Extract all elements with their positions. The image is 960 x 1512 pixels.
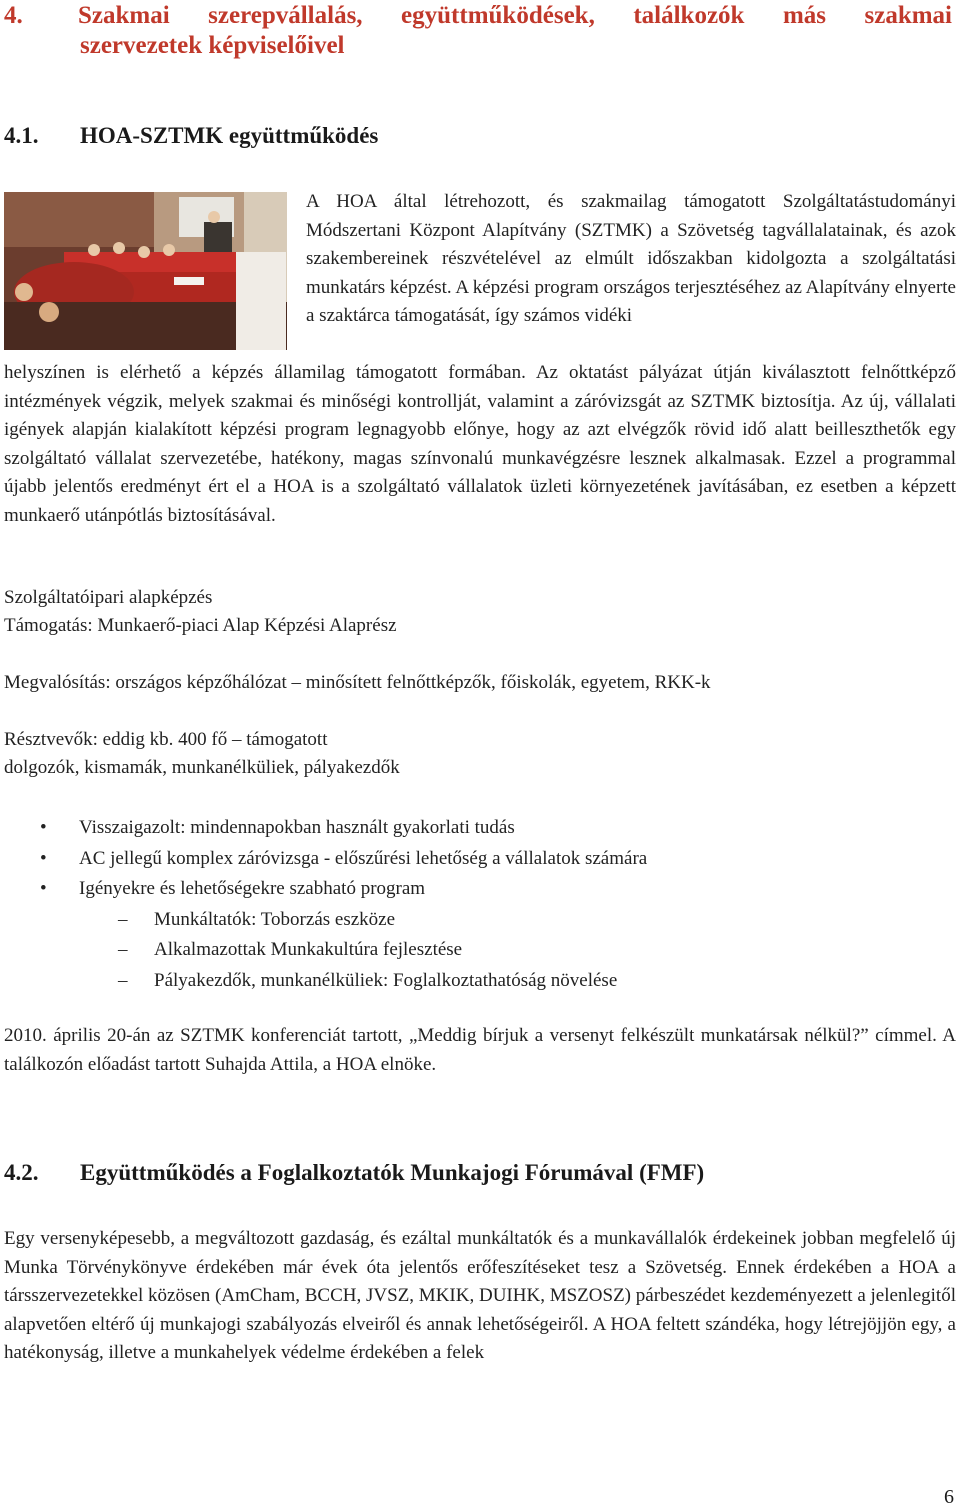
section-4-title-line2: szervezetek képviselőivel <box>80 32 345 59</box>
fmf-paragraph: Egy versenyképesebb, a megváltozott gazdaság, és ezáltal munkáltatók és a munkavállalók érdekeinek jobban megfelelő új Munka Törvénykönyve érdekében már évek óta jelentős erőfeszítéseket tesz a Szövetség. Ennek érdekében a HOA a társszervezetekkel közösen (AmCham, BCCH, JVSZ, MKIK, DUIHK, MSZOSZ) párbeszédet kezdeményezett a jelenlegitől alapvetően eltérő új munkajogi szabályozás elveiről és annak lehetőségeiről. A HOA feltett szándéka, hogy létrejöjjön egy, a hatékonyság, illetve a munkahelyek védelme érdekében a felek <box>4 1228 956 1364</box>
bullet-text: AC jellegű komplex záróvizsga - előszűrési lehetőség a vállalatok számára <box>79 847 648 869</box>
section-4-heading <box>4 0 956 32</box>
sub-bullet-text: Pályakezdők, munkanélküliek: Foglalkoztathatóság növelése <box>154 969 618 991</box>
sub-bullet-text: Alkalmazottak Munkakultúra fejlesztése <box>154 939 463 960</box>
section-41-number: 4.1. <box>4 123 39 148</box>
section-42-heading <box>4 1160 704 1186</box>
dash-marker: – <box>118 939 128 960</box>
section-41-title: HOA-SZTMK együttműködés <box>80 123 379 148</box>
sub-bullet-text: Munkáltatók: Toborzás eszköze <box>154 908 396 930</box>
section-42-title: Együttműködés a Foglalkoztatók Munkajogi Fórumával (FMF) <box>80 1160 705 1185</box>
bullet-marker: • <box>40 847 47 869</box>
sztmk-paragraph-wrapped: A HOA által létrehozott, és szakmailag támogatott Szolgáltatástudományi Módszertani Központ Alapítvány (SZTMK) a Szövetség tagvállalatainak, és azok szakembereinek részvételével az elmúlt időszakban kidolgozta a szolgáltatási munkatárs képzést. A képzési program országos terjesztéséhez az Alapítvány elnyerte a szaktárca támogatását, így számos vidéki <box>306 191 956 327</box>
conference-2010-paragraph: 2010. április 20-án az SZTMK konferenciát tartott, „Meddig bírjuk a versenyt felkészült munkatársak nélkül?” címmel. A találkozón előadást tartott Suhajda Attila, a HOA elnöke. <box>4 1025 956 1075</box>
dash-marker: – <box>118 969 128 991</box>
section-4-title-line1: Szakmai szerepvállalás, együttműködések, találkozók más szakmai <box>78 2 952 29</box>
dash-marker: – <box>118 908 128 930</box>
line-dolgozok: dolgozók, kismamák, munkanélküliek, pályakezdők <box>4 757 400 778</box>
section-4-number: 4. <box>4 2 23 29</box>
conference-photo-illustration <box>4 192 287 350</box>
section-42-number: 4.2. <box>4 1160 39 1185</box>
bullet-text: Visszaigazolt: mindennapokban használt gyakorlati tudás <box>79 817 515 838</box>
line-tamogatas: Támogatás: Munkaerő-piaci Alap Képzési Alaprész <box>4 615 397 636</box>
bullet-marker: • <box>40 817 47 838</box>
line-alapkepzes: Szolgáltatóipari alapképzés <box>4 587 213 608</box>
section-41-heading <box>4 123 378 149</box>
bullet-text: Igényekre és lehetőségekre szabható program <box>79 878 426 899</box>
page-number: 6 <box>944 1486 954 1508</box>
bullet-marker: • <box>40 878 47 899</box>
line-megvalositas: Megvalósítás: országos képzőhálózat – minősített felnőttképzők, főiskolák, egyetem, RKK-k <box>4 672 711 693</box>
sztmk-paragraph-full: helyszínen is elérhető a képzés államilag támogatott formában. Az oktatást pályázat útján kiválasztott felnőttképző intézmények végzik, melyek szakmai és minőségi kontrollját, valamint a záróvizsgát az SZTMK biztosítja. Az új, vállalati igények alapján kialakított képzési program legnagyobb előnye, hogy az azt elvégzők rövid idő alatt beilleszthetők egy szolgáltató vállalat szervezetébe, hatékony, magas színvonalú munkavégzésre lesznek alkalmasak. Ezzel a programmal újabb jelentős eredményt ért el a HOA is a szolgáltató vállalatok üzleti környezetének javításában, ez esetben a képzett munkaerő utánpótlás biztosításával. <box>4 362 956 526</box>
conference-photo <box>4 192 287 350</box>
line-resztvevok: Résztvevők: eddig kb. 400 fő – támogatott <box>4 729 328 750</box>
